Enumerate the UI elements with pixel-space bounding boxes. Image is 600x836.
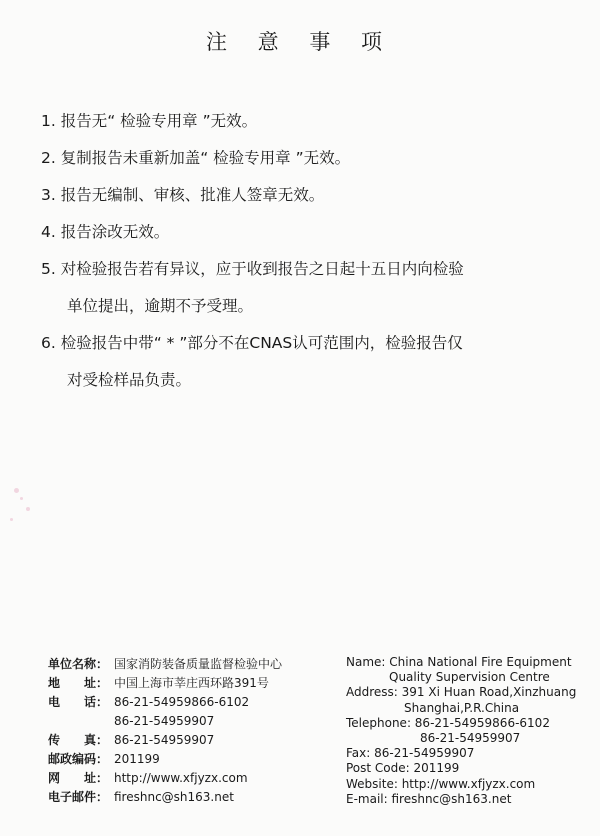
cn-web-value: http://www.xfjyzx.com	[114, 771, 248, 785]
note-item-4	[41, 214, 581, 251]
en-fax: Fax: 86-21-54959907	[346, 746, 475, 761]
cn-fax-label: 传 真：	[48, 733, 109, 747]
cn-phone-value-1: 86-21-54959866-6102	[114, 695, 250, 709]
page-title: 注 意 事 项	[205, 30, 395, 54]
en-email: E-mail: fireshnc@sh163.net	[346, 791, 512, 806]
cn-address-row	[48, 674, 282, 693]
note-text: 1. 报告无“ 检验专用章 ”无效。	[41, 112, 258, 130]
cn-postcode-row	[48, 750, 282, 769]
cn-fax-row	[48, 731, 282, 750]
cn-web-label: 网 址：	[48, 771, 109, 785]
ink-speck	[20, 497, 23, 500]
note-text: 3. 报告无编制、审核、批准人签章无效。	[41, 186, 325, 204]
cn-address-label: 地 址：	[48, 676, 109, 690]
en-name-line-2: Quality Supervision Centre	[389, 670, 550, 685]
ink-speck	[10, 518, 13, 521]
en-address-line-2: Shanghai,P.R.China	[404, 700, 520, 715]
ink-speck	[26, 507, 30, 511]
note-item-2	[41, 140, 581, 177]
cn-phone-row-2	[48, 712, 282, 731]
cn-postcode-label: 邮政编码：	[48, 752, 109, 766]
note-text: 4. 报告涂改无效。	[41, 223, 170, 241]
ink-speck	[14, 488, 19, 493]
en-telephone-line-2: 86-21-54959907	[420, 731, 521, 746]
contact-chinese	[48, 655, 282, 807]
note-item-3	[41, 177, 581, 214]
notes-list	[41, 103, 581, 399]
contact-english	[346, 655, 576, 807]
cn-unit-label: 单位名称：	[48, 657, 109, 671]
note-item-1	[41, 103, 581, 140]
cn-address-value: 中国上海市莘庄西环路391号	[114, 676, 269, 690]
cn-phone-row	[48, 693, 282, 712]
cn-email-row	[48, 788, 282, 807]
cn-phone-value-2: 86-21-54959907	[114, 714, 215, 728]
cn-email-value: fireshnc@sh163.net	[114, 790, 234, 804]
note-item-5	[41, 251, 581, 325]
note-text: 2. 复制报告未重新加盖“ 检验专用章 ”无效。	[41, 149, 351, 167]
cn-unit-value: 国家消防装备质量监督检验中心	[114, 657, 283, 671]
en-address-line-1: Address: 391 Xi Huan Road,Xinzhuang	[346, 685, 577, 700]
note-continuation: 单位提出，逾期不予受理。	[67, 297, 254, 315]
cn-fax-value: 86-21-54959907	[114, 733, 215, 747]
cn-phone-label: 电 话：	[48, 695, 109, 709]
note-text: 5. 对检验报告若有异议，应于收到报告之日起十五日内向检验	[41, 260, 464, 278]
en-website: Website: http://www.xfjyzx.com	[346, 776, 536, 791]
note-item-6	[41, 325, 581, 399]
cn-web-row	[48, 769, 282, 788]
cn-email-label: 电子邮件：	[48, 790, 109, 804]
note-text: 6. 检验报告中带“ * ”部分不在CNAS认可范围内，检验报告仅	[41, 334, 463, 352]
en-telephone-line-1: Telephone: 86-21-54959866-6102	[346, 715, 550, 730]
en-postcode: Post Code: 201199	[346, 761, 460, 776]
cn-unit-row	[48, 655, 282, 674]
cn-postcode-value: 201199	[114, 752, 160, 766]
note-continuation: 对受检样品负责。	[67, 371, 192, 389]
en-name-line-1: Name: China National Fire Equipment	[346, 655, 572, 669]
